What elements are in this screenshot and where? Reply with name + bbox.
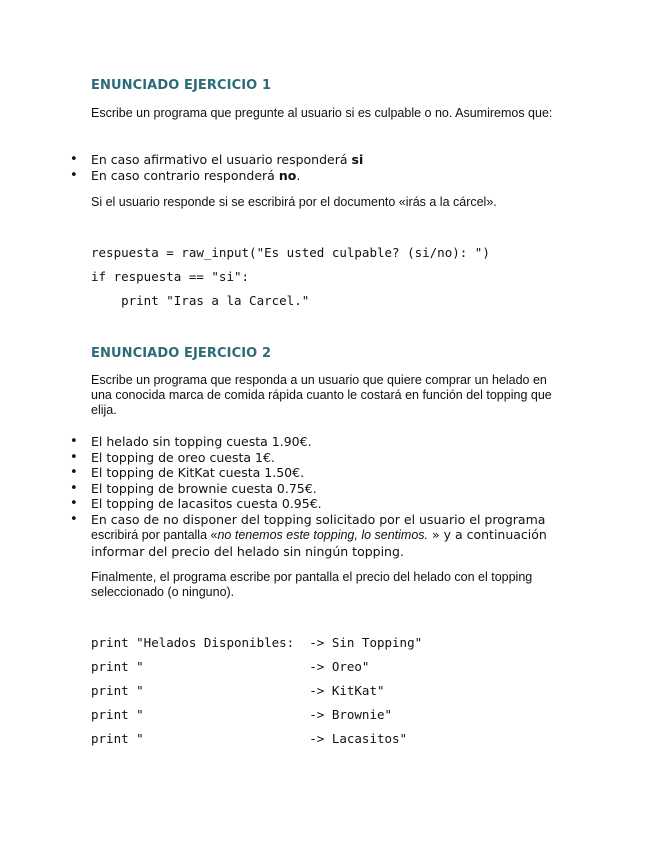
code-line: print "Iras a la Carcel." — [91, 293, 310, 308]
code-line: print "Helados Disponibles: -> Sin Topping" — [91, 635, 423, 650]
code-line: print " -> Oreo" — [91, 659, 370, 674]
list-item: • El topping de lacasitos cuesta 0.95€. — [0, 496, 571, 512]
list-item: • En caso contrario responderá no. — [0, 168, 571, 184]
list-item: • El helado sin topping cuesta 1.90€. — [0, 434, 571, 450]
code-line: print " -> Lacasitos" — [91, 731, 408, 746]
exercise-2-heading: ENUNCIADO EJERCICIO 2 — [91, 346, 272, 361]
list-item: • El topping de KitKat cuesta 1.50€. — [0, 465, 571, 481]
exercise-2-intro: Escribe un programa que responda a un usuario que quiere comprar un helado en una conocida marca de comida rápida cuanto le costará en función del topping que elija. — [91, 373, 552, 417]
exercise-2-bullet-list — [0, 434, 571, 559]
exercise-1-bullet-list — [0, 152, 571, 183]
exercise-1-outro: Si el usuario responde si se escribirá por el documento «irás a la cárcel». — [91, 195, 497, 209]
list-item: • En caso de no disponer del topping solicitado por el usuario el programa escribirá por pantalla «no tenemos este topping, lo sentimos. » y a continuación informar del precio del helado sin ningún topping. — [0, 512, 561, 560]
exercise-1-heading: ENUNCIADO EJERCICIO 1 — [91, 78, 272, 93]
code-line: print " -> KitKat" — [91, 683, 385, 698]
exercise-1-intro: Escribe un programa que pregunte al usuario si es culpable o no. Asumiremos que: — [91, 106, 553, 120]
exercise-2-outro: Finalmente, el programa escribe por pantalla el precio del helado con el topping seleccionado (o ninguno). — [91, 570, 533, 599]
code-line: if respuesta == "si": — [91, 269, 250, 284]
list-item: • El topping de brownie cuesta 0.75€. — [0, 481, 571, 497]
list-item: • El topping de oreo cuesta 1€. — [0, 450, 571, 466]
code-line: print " -> Brownie" — [91, 707, 393, 722]
code-line: respuesta = raw_input("Es usted culpable? (si/no): ") — [91, 245, 490, 260]
list-item: • En caso afirmativo el usuario responderá si — [0, 152, 571, 168]
